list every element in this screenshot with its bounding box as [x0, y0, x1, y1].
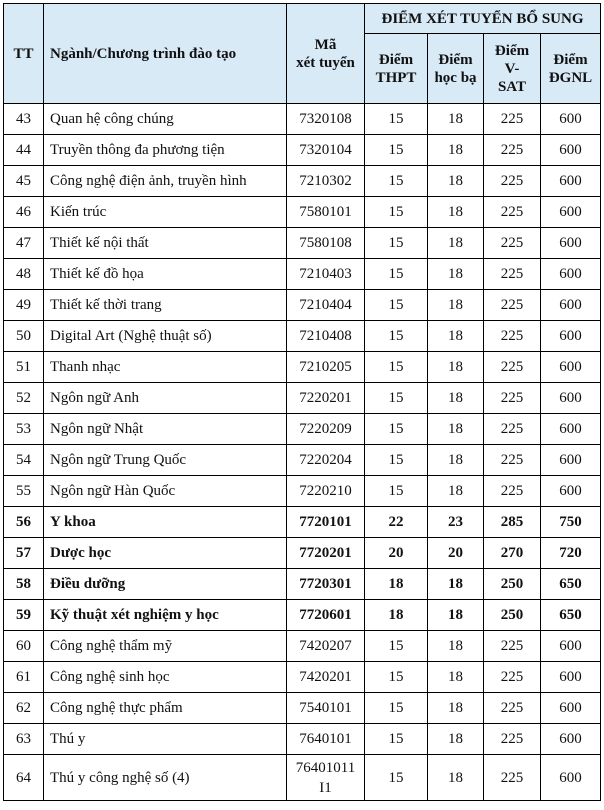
score-hocba: 18 — [428, 569, 484, 600]
row-number: 51 — [4, 352, 44, 383]
score-vsat: 225 — [484, 724, 541, 755]
score-thpt: 15 — [365, 321, 428, 352]
score-dgnl: 600 — [541, 662, 601, 693]
row-number: 64 — [4, 755, 44, 801]
score-hocba: 18 — [428, 383, 484, 414]
row-number: 44 — [4, 135, 44, 166]
header-score-group: ĐIỂM XÉT TUYỂN BỔ SUNG — [365, 4, 601, 34]
row-number: 47 — [4, 228, 44, 259]
table-row — [4, 693, 601, 724]
program-name: Công nghệ điện ảnh, truyền hình — [44, 166, 287, 197]
score-thpt: 15 — [365, 352, 428, 383]
score-vsat: 225 — [484, 755, 541, 801]
score-vsat: 250 — [484, 569, 541, 600]
score-dgnl: 600 — [541, 228, 601, 259]
score-vsat: 225 — [484, 662, 541, 693]
score-thpt: 15 — [365, 259, 428, 290]
score-hocba: 18 — [428, 321, 484, 352]
score-dgnl: 600 — [541, 135, 601, 166]
score-hocba: 18 — [428, 414, 484, 445]
score-dgnl: 750 — [541, 507, 601, 538]
program-code: 7220209 — [287, 414, 365, 445]
program-name: Kỹ thuật xét nghiệm y học — [44, 600, 287, 631]
table-row — [4, 383, 601, 414]
score-vsat: 225 — [484, 383, 541, 414]
score-thpt: 15 — [365, 290, 428, 321]
score-dgnl: 600 — [541, 445, 601, 476]
score-thpt: 15 — [365, 135, 428, 166]
program-code: 7640101 — [287, 724, 365, 755]
score-hocba: 18 — [428, 352, 484, 383]
score-vsat: 225 — [484, 693, 541, 724]
score-dgnl: 600 — [541, 259, 601, 290]
score-dgnl: 650 — [541, 569, 601, 600]
header-thpt: Điểm THPT — [365, 34, 428, 104]
score-hocba: 18 — [428, 693, 484, 724]
row-number: 46 — [4, 197, 44, 228]
score-vsat: 225 — [484, 104, 541, 135]
table-row — [4, 755, 601, 801]
program-name: Y khoa — [44, 507, 287, 538]
score-thpt: 15 — [365, 166, 428, 197]
score-hocba: 18 — [428, 259, 484, 290]
program-name: Công nghệ thực phẩm — [44, 693, 287, 724]
table-row — [4, 600, 601, 631]
score-thpt: 15 — [365, 104, 428, 135]
table-body — [4, 104, 601, 801]
score-vsat: 225 — [484, 414, 541, 445]
program-name: Thanh nhạc — [44, 352, 287, 383]
table-row — [4, 104, 601, 135]
program-code: 76401011I1 — [287, 755, 365, 801]
program-code: 7210408 — [287, 321, 365, 352]
program-name: Kiến trúc — [44, 197, 287, 228]
row-number: 53 — [4, 414, 44, 445]
score-vsat: 285 — [484, 507, 541, 538]
score-thpt: 15 — [365, 662, 428, 693]
program-code: 7540101 — [287, 693, 365, 724]
program-code: 7210205 — [287, 352, 365, 383]
score-dgnl: 600 — [541, 724, 601, 755]
table-row — [4, 135, 601, 166]
score-dgnl: 600 — [541, 352, 601, 383]
program-name: Công nghệ sinh học — [44, 662, 287, 693]
score-vsat: 225 — [484, 135, 541, 166]
score-dgnl: 600 — [541, 631, 601, 662]
header-hocba: Điểm học bạ — [428, 34, 484, 104]
score-dgnl: 600 — [541, 755, 601, 801]
program-code: 7420201 — [287, 662, 365, 693]
score-dgnl: 600 — [541, 197, 601, 228]
score-hocba: 18 — [428, 197, 484, 228]
program-code: 7720201 — [287, 538, 365, 569]
table-row — [4, 166, 601, 197]
score-thpt: 15 — [365, 476, 428, 507]
score-hocba: 18 — [428, 724, 484, 755]
score-vsat: 270 — [484, 538, 541, 569]
table-row — [4, 414, 601, 445]
table-row — [4, 507, 601, 538]
row-number: 58 — [4, 569, 44, 600]
score-dgnl: 720 — [541, 538, 601, 569]
score-thpt: 22 — [365, 507, 428, 538]
table-row — [4, 569, 601, 600]
score-hocba: 18 — [428, 104, 484, 135]
table-row — [4, 631, 601, 662]
program-name: Digital Art (Nghệ thuật số) — [44, 321, 287, 352]
table-row — [4, 290, 601, 321]
score-vsat: 225 — [484, 259, 541, 290]
score-dgnl: 600 — [541, 693, 601, 724]
score-thpt: 15 — [365, 631, 428, 662]
table-row — [4, 476, 601, 507]
score-thpt: 18 — [365, 569, 428, 600]
row-number: 62 — [4, 693, 44, 724]
row-number: 45 — [4, 166, 44, 197]
row-number: 57 — [4, 538, 44, 569]
score-thpt: 15 — [365, 414, 428, 445]
program-name: Ngôn ngữ Nhật — [44, 414, 287, 445]
score-hocba: 18 — [428, 476, 484, 507]
admission-score-table — [3, 3, 601, 801]
program-name: Ngôn ngữ Hàn Quốc — [44, 476, 287, 507]
score-vsat: 225 — [484, 197, 541, 228]
score-vsat: 225 — [484, 321, 541, 352]
score-dgnl: 600 — [541, 383, 601, 414]
score-dgnl: 600 — [541, 290, 601, 321]
program-code: 7220201 — [287, 383, 365, 414]
program-code: 7580108 — [287, 228, 365, 259]
table-row — [4, 259, 601, 290]
program-name: Truyền thông đa phương tiện — [44, 135, 287, 166]
score-hocba: 18 — [428, 135, 484, 166]
program-name: Điều dưỡng — [44, 569, 287, 600]
table-row — [4, 724, 601, 755]
program-name: Ngôn ngữ Trung Quốc — [44, 445, 287, 476]
row-number: 48 — [4, 259, 44, 290]
program-name: Dược học — [44, 538, 287, 569]
score-vsat: 250 — [484, 600, 541, 631]
header-program: Ngành/Chương trình đào tạo — [44, 4, 287, 104]
table-row — [4, 445, 601, 476]
program-code: 7720301 — [287, 569, 365, 600]
program-name: Quan hệ công chúng — [44, 104, 287, 135]
row-number: 50 — [4, 321, 44, 352]
program-code: 7210403 — [287, 259, 365, 290]
score-hocba: 18 — [428, 166, 484, 197]
program-name: Thiết kế nội thất — [44, 228, 287, 259]
score-vsat: 225 — [484, 228, 541, 259]
table-row — [4, 538, 601, 569]
score-hocba: 18 — [428, 662, 484, 693]
program-code: 7720101 — [287, 507, 365, 538]
program-name: Thiết kế đồ họa — [44, 259, 287, 290]
header-tt: TT — [4, 4, 44, 104]
row-number: 63 — [4, 724, 44, 755]
header-vsat: Điểm V- SAT — [484, 34, 541, 104]
score-vsat: 225 — [484, 476, 541, 507]
row-number: 43 — [4, 104, 44, 135]
score-dgnl: 650 — [541, 600, 601, 631]
score-hocba: 18 — [428, 290, 484, 321]
program-code: 7320108 — [287, 104, 365, 135]
score-dgnl: 600 — [541, 104, 601, 135]
score-dgnl: 600 — [541, 414, 601, 445]
row-number: 55 — [4, 476, 44, 507]
score-vsat: 225 — [484, 290, 541, 321]
score-thpt: 15 — [365, 693, 428, 724]
program-name: Công nghệ thẩm mỹ — [44, 631, 287, 662]
table-row — [4, 662, 601, 693]
score-thpt: 15 — [365, 197, 428, 228]
program-code: 7320104 — [287, 135, 365, 166]
score-hocba: 18 — [428, 228, 484, 259]
row-number: 61 — [4, 662, 44, 693]
score-dgnl: 600 — [541, 321, 601, 352]
header-code: Mã xét tuyển — [287, 4, 365, 104]
table-row — [4, 352, 601, 383]
score-thpt: 15 — [365, 755, 428, 801]
score-hocba: 18 — [428, 600, 484, 631]
row-number: 59 — [4, 600, 44, 631]
score-hocba: 18 — [428, 445, 484, 476]
score-vsat: 225 — [484, 631, 541, 662]
score-thpt: 15 — [365, 383, 428, 414]
row-number: 56 — [4, 507, 44, 538]
score-dgnl: 600 — [541, 166, 601, 197]
program-code: 7220204 — [287, 445, 365, 476]
program-code: 7580101 — [287, 197, 365, 228]
score-hocba: 18 — [428, 631, 484, 662]
row-number: 49 — [4, 290, 44, 321]
program-code: 7220210 — [287, 476, 365, 507]
program-name: Thú y — [44, 724, 287, 755]
score-thpt: 20 — [365, 538, 428, 569]
row-number: 52 — [4, 383, 44, 414]
program-code: 7210302 — [287, 166, 365, 197]
score-thpt: 15 — [365, 228, 428, 259]
score-thpt: 15 — [365, 724, 428, 755]
program-name: Thiết kế thời trang — [44, 290, 287, 321]
score-thpt: 18 — [365, 600, 428, 631]
score-thpt: 15 — [365, 445, 428, 476]
table-row — [4, 197, 601, 228]
score-hocba: 20 — [428, 538, 484, 569]
program-code: 7210404 — [287, 290, 365, 321]
program-name: Thú y công nghệ số (4) — [44, 755, 287, 801]
program-code: 7720601 — [287, 600, 365, 631]
row-number: 60 — [4, 631, 44, 662]
score-vsat: 225 — [484, 445, 541, 476]
program-code: 7420207 — [287, 631, 365, 662]
score-vsat: 225 — [484, 166, 541, 197]
table-row — [4, 228, 601, 259]
score-vsat: 225 — [484, 352, 541, 383]
score-hocba: 18 — [428, 755, 484, 801]
table-row — [4, 321, 601, 352]
score-hocba: 23 — [428, 507, 484, 538]
program-name: Ngôn ngữ Anh — [44, 383, 287, 414]
score-dgnl: 600 — [541, 476, 601, 507]
row-number: 54 — [4, 445, 44, 476]
header-dgnl: Điểm ĐGNL — [541, 34, 601, 104]
